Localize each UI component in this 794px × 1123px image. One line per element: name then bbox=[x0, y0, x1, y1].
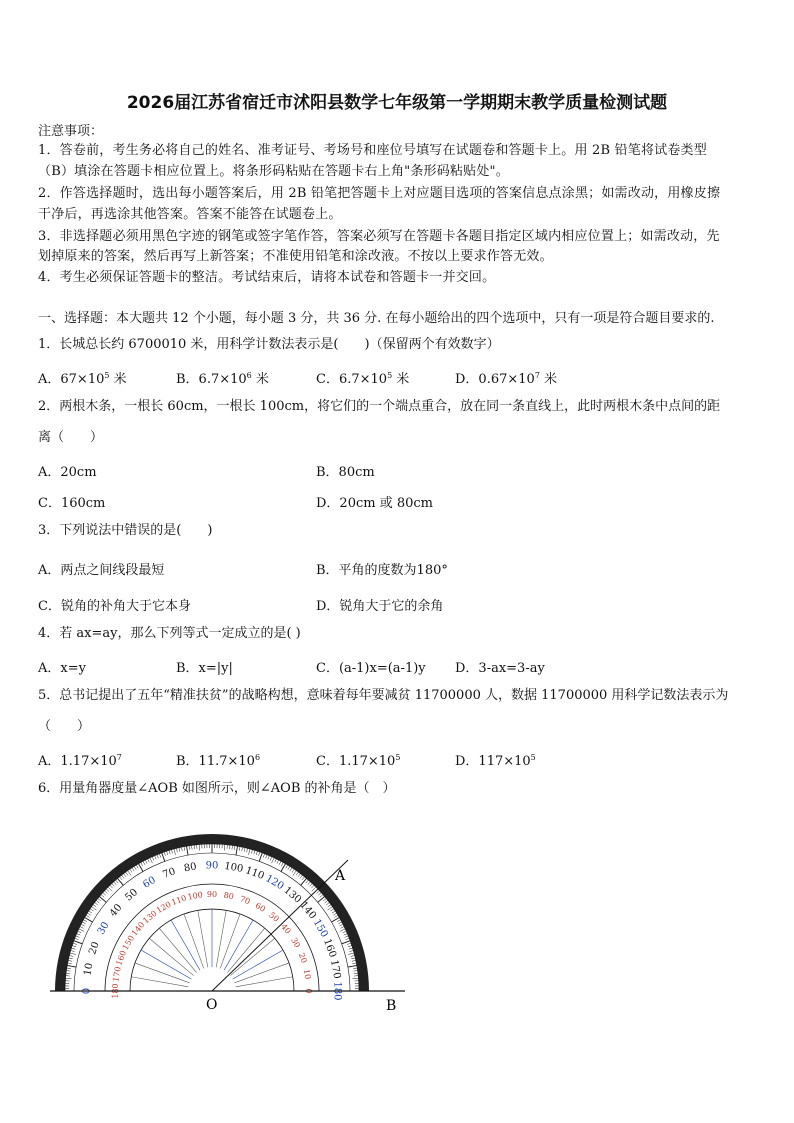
protractor-inner-label: 130 bbox=[141, 908, 159, 926]
notice-line: 1．答卷前，考生务必将自己的姓名、准考证号、考场号和座位号填写在试题卷和答题卡上。用 2B 铅笔将试卷类型 bbox=[38, 143, 707, 158]
question-5-stem: 5．总书记提出了五年“精准扶贫”的战略构想，意味着每年要减贫 11700000 人，数据 11700000 用科学记数法表示为 bbox=[38, 688, 729, 703]
q1-option-b[interactable]: B．$6.7\times 10^6$ 米 bbox=[176, 371, 269, 387]
notice-line: 2．作答选择题时，选出每小题答案后，用 2B 铅笔把答题卡上对应题目选项的答案信息点涂黑；如需改动，用橡皮擦 bbox=[38, 186, 721, 201]
section-heading: 一、选择题：本大题共 12 个小题，每小题 3 分，共 36 分. 在每小题给出的四个选项中，只有一项是符合题目要求的. bbox=[38, 311, 715, 326]
protractor-outer-label: 140 bbox=[297, 899, 319, 922]
notice-heading: 注意事项： bbox=[38, 124, 104, 139]
protractor-inner-label: 0 bbox=[304, 988, 313, 994]
protractor-inner-label: 30 bbox=[289, 936, 303, 950]
protractor-inner-label: 40 bbox=[279, 922, 293, 936]
protractor-inner-label: 160 bbox=[114, 949, 129, 967]
question-6-stem: 6．用量角器度量∠AOB 如图所示，则∠AOB 的补角是（ ） bbox=[38, 781, 396, 796]
protractor bbox=[55, 834, 369, 1001]
protractor-inner-label: 60 bbox=[253, 900, 267, 914]
protractor-inner-label: 20 bbox=[296, 951, 309, 965]
protractor-inner-label: 180 bbox=[111, 983, 120, 999]
label-b: B bbox=[386, 998, 397, 1014]
question-2-stem-cont: 离（ ） bbox=[38, 430, 104, 445]
protractor-ray bbox=[149, 938, 193, 975]
protractor-ray bbox=[220, 914, 240, 969]
protractor-outer-label: 170 bbox=[328, 958, 343, 980]
protractor-ray bbox=[235, 963, 290, 983]
q5-option-c[interactable]: C．$1.17\times 10^5$ bbox=[316, 753, 401, 769]
q4-option-a[interactable]: A．x=y bbox=[38, 661, 86, 676]
q3-option-a[interactable]: A．两点之间线段最短 bbox=[38, 563, 165, 578]
q5-option-d[interactable]: D．$117\times 10^5$ bbox=[455, 753, 536, 769]
q5-option-b[interactable]: B．$11.7\times 10^6$ bbox=[176, 753, 261, 769]
notice-line: 3．非选择题必须用黑色字迹的钢笔或签字笔作答，答案必须写在答题卡各题目指定区域内相应位置上；如需改动，先 bbox=[38, 229, 720, 244]
protractor-outer-label: 110 bbox=[243, 865, 266, 882]
label-a: A bbox=[335, 868, 346, 884]
notice-line: 划掉原来的答案，然后再写上新答案；不准使用铅笔和涂改液。不按以上要求作答无效。 bbox=[38, 249, 553, 264]
question-2-stem: 2．两根木条，一根长 60cm，一根长 100cm，将它们的一个端点重合，放在同一条直线上，此时两根木条中点间的距 bbox=[38, 399, 721, 414]
label-o: O bbox=[206, 997, 218, 1013]
protractor-ray bbox=[171, 920, 200, 970]
page-title: 2026届江苏省宿迁市沭阳县数学七年级第一学期期末教学质量检测试题 bbox=[126, 93, 668, 113]
protractor-ray bbox=[227, 928, 264, 972]
protractor-ray bbox=[135, 963, 190, 983]
protractor-outer-label: 160 bbox=[321, 937, 338, 960]
protractor-outer-label: 70 bbox=[161, 866, 178, 881]
protractor-outer-label: 40 bbox=[107, 902, 125, 920]
protractor-figure bbox=[50, 820, 420, 1020]
protractor-outer-label: 180 bbox=[331, 981, 343, 1001]
q3-option-b[interactable]: B．平角的度数为180° bbox=[316, 563, 448, 578]
protractor-ray bbox=[224, 920, 253, 970]
protractor-outer-label: 80 bbox=[183, 861, 198, 875]
q3-option-d[interactable]: D．锐角大于它的余角 bbox=[316, 599, 444, 614]
protractor-outer-label: 100 bbox=[223, 860, 245, 875]
protractor-inner-label: 140 bbox=[129, 920, 147, 938]
question-1-stem: 1．长城总长约 6700010 米，用科学计数法表示是( )（保留两个有效数字） bbox=[38, 337, 500, 352]
q3-option-c[interactable]: C．锐角的补角大于它本身 bbox=[38, 599, 191, 614]
protractor-outer-label: 50 bbox=[123, 886, 141, 904]
protractor-inner-label: 70 bbox=[238, 894, 252, 907]
protractor-inner-label: 120 bbox=[154, 899, 173, 916]
protractor-inner-label: 150 bbox=[120, 933, 137, 952]
protractor-outer-label: 10 bbox=[82, 962, 96, 977]
protractor-inner-label: 170 bbox=[111, 965, 123, 983]
protractor-inner-label: 10 bbox=[301, 968, 313, 981]
protractor-ray bbox=[198, 910, 208, 967]
question-3-stem: 3．下列说法中错误的是( ) bbox=[38, 523, 213, 538]
protractor-outer-label: 20 bbox=[87, 940, 102, 957]
q5-option-a[interactable]: A．$1.17\times 10^7$ bbox=[38, 753, 122, 769]
q4-option-c[interactable]: C．(a-1)x=(a-1)y bbox=[316, 661, 426, 676]
protractor-ray bbox=[159, 928, 196, 972]
protractor-inner-label: 50 bbox=[267, 910, 281, 924]
protractor-outer-label: 0 bbox=[81, 987, 93, 995]
protractor-inner-label: 100 bbox=[186, 890, 204, 902]
protractor-ray bbox=[141, 950, 191, 979]
q1-option-c[interactable]: C．$6.7\times 10^5$ 米 bbox=[316, 371, 410, 387]
protractor-ray bbox=[236, 977, 293, 987]
q2-option-a[interactable]: A．20cm bbox=[38, 465, 97, 480]
protractor-ray bbox=[184, 914, 204, 969]
question-5-stem-cont: （ ） bbox=[38, 719, 91, 734]
protractor-inner-label: 80 bbox=[222, 890, 235, 902]
q2-option-b[interactable]: B．80cm bbox=[316, 465, 375, 480]
notice-line: 4．考生必须保证答题卡的整洁。考试结束后，请将本试卷和答题卡一并交回。 bbox=[38, 270, 496, 285]
protractor-inner-label: 90 bbox=[206, 890, 218, 899]
notice-line: （B）填涂在答题卡相应位置上。将条形码粘贴在答题卡右上角"条形码粘贴处"。 bbox=[38, 164, 509, 179]
q2-option-c[interactable]: C．160cm bbox=[38, 496, 106, 511]
question-4-stem: 4．若 ax=ay，那么下列等式一定成立的是( ) bbox=[38, 626, 301, 641]
protractor-rays bbox=[130, 909, 294, 991]
q4-option-d[interactable]: D．3-ax=3-ay bbox=[455, 661, 545, 676]
protractor-ray bbox=[233, 950, 283, 979]
protractor-ray bbox=[230, 938, 274, 975]
protractor-outer-label: 90 bbox=[205, 860, 219, 872]
notice-line: 干净后，再选涂其他答案。答案不能答在试题卷上。 bbox=[38, 207, 342, 222]
protractor-outer-label: 60 bbox=[141, 874, 158, 891]
protractor-outer-label: 150 bbox=[310, 917, 330, 940]
protractor-outer-label: 30 bbox=[95, 920, 112, 937]
protractor-ray bbox=[216, 910, 226, 967]
protractor-outer-label: 120 bbox=[263, 873, 286, 893]
q2-option-d[interactable]: D．20cm 或 80cm bbox=[316, 496, 433, 511]
q1-option-d[interactable]: D．$0.67\times 10^7$ 米 bbox=[455, 371, 558, 387]
q4-option-b[interactable]: B．x=|y| bbox=[176, 661, 233, 676]
protractor-ray bbox=[131, 977, 188, 987]
protractor-inner-label: 110 bbox=[170, 893, 188, 908]
protractor-outer-label: 130 bbox=[281, 884, 304, 906]
q1-option-a[interactable]: A．$67\times 10^5$ 米 bbox=[38, 371, 127, 387]
